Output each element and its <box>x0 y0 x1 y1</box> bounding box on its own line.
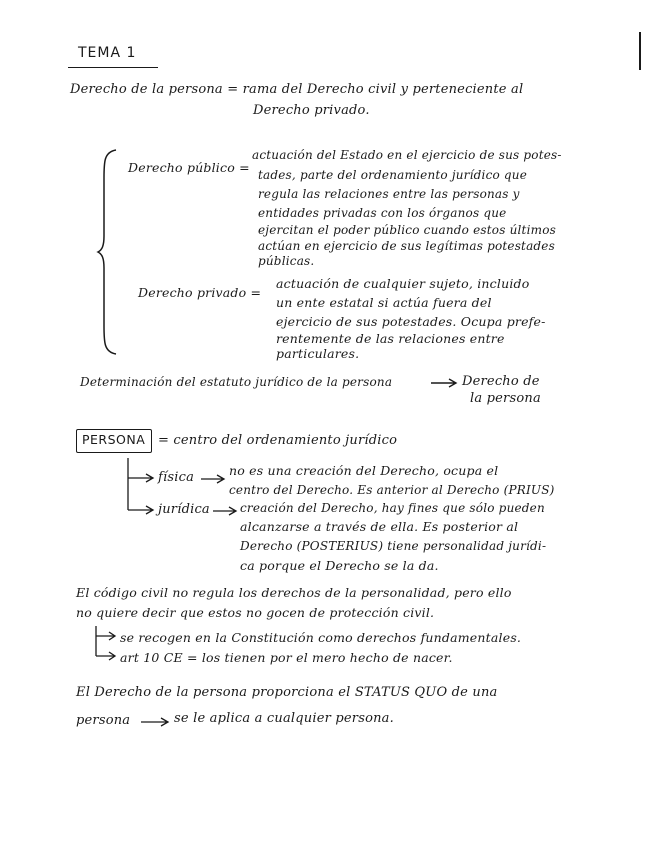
juridica-term: jurídica <box>158 502 210 517</box>
fisica-term: física <box>158 470 195 485</box>
publico-line-2: tades, parte del ordenamiento jurídico que <box>258 168 528 182</box>
determinacion-result-1: Derecho de <box>462 374 540 389</box>
bullet-arrows <box>92 626 118 662</box>
codigo-line-1: El código civil no regula los derechos de la personalidad, pero ello <box>76 585 512 600</box>
status-line-2-start: persona <box>76 713 131 728</box>
privado-line-4: rentemente de las relaciones entre <box>276 331 505 346</box>
arrow-icon <box>140 717 170 727</box>
page-title: TEMA 1 <box>78 45 137 61</box>
persona-label: PERSONA <box>82 432 146 447</box>
juridica-line-2: alcanzarse a través de ella. Es posterior al <box>240 519 519 534</box>
privado-line-2: un ente estatal si actúa fuera del <box>276 295 492 310</box>
privado-line-5: particulares. <box>276 346 360 361</box>
status-line-2-rest: se le aplica a cualquier persona. <box>174 711 394 726</box>
publico-line-5: ejercitan el poder público cuando estos últimos <box>258 223 556 237</box>
juridica-line-1: creación del Derecho, hay fines que sólo pueden <box>240 501 545 515</box>
publico-line-4: entidades privadas con los órganos que <box>258 206 507 220</box>
privado-line-1: actuación de cualquier sujeto, incluido <box>276 276 530 291</box>
arrow-icon <box>200 474 226 484</box>
publico-line-3: regula las relaciones entre las personas y <box>258 187 520 201</box>
fisica-line-2: centro del Derecho. Es anterior al Derecho (PRIUS) <box>229 483 555 497</box>
title-underline <box>68 67 158 68</box>
juridica-line-3: Derecho (POSTERIUS) tiene personalidad jurídi- <box>240 539 547 553</box>
definition-line-2: Derecho privado. <box>253 103 370 118</box>
curly-brace <box>96 148 120 356</box>
fisica-line-1: no es una creación del Derecho, ocupa el <box>229 463 499 478</box>
privado-term: Derecho privado = <box>138 285 262 300</box>
determinacion-text: Determinación del estatuto jurídico de la persona <box>80 375 393 389</box>
juridica-line-4: ca porque el Derecho se la da. <box>240 558 439 573</box>
arrow-icon <box>430 378 458 388</box>
privado-line-3: ejercicio de sus potestades. Ocupa prefe- <box>276 314 546 329</box>
margin-mark <box>639 32 641 70</box>
persona-definition: = centro del ordenamiento jurídico <box>158 433 398 448</box>
definition-line-1: Derecho de la persona = rama del Derecho civil y perteneciente al <box>70 82 524 97</box>
determinacion-result-2: la persona <box>470 391 541 406</box>
publico-line-7: públicas. <box>258 254 315 268</box>
codigo-bullet-1: se recogen en la Constitución como derechos fundamentales. <box>120 630 522 645</box>
publico-line-6: actúan en ejercicio de sus legítimas potestades <box>258 239 555 253</box>
status-line-1: El Derecho de la persona proporciona el STATUS QUO de una <box>76 685 498 700</box>
codigo-bullet-2: art 10 CE = los tienen por el mero hecho de nacer. <box>120 650 453 665</box>
publico-line-1: actuación del Estado en el ejercicio de sus potes- <box>252 148 562 162</box>
publico-term: Derecho público = <box>128 160 250 175</box>
codigo-line-2: no quiere decir que estos no gocen de protección civil. <box>76 605 435 620</box>
arrow-icon <box>212 506 238 516</box>
branch-arrows <box>124 458 156 516</box>
